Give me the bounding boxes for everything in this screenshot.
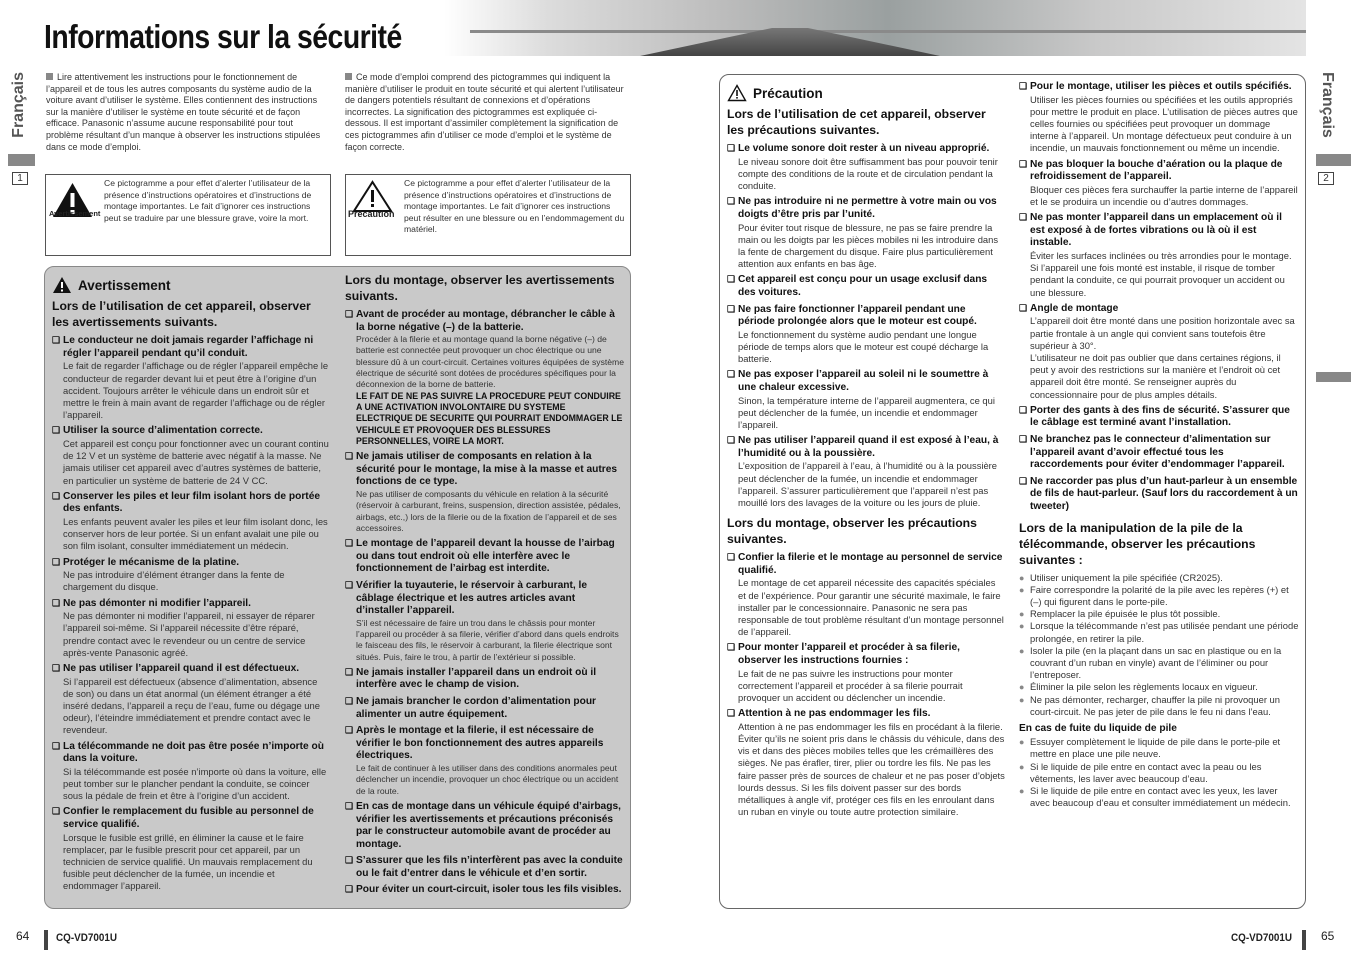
item-heading: ❑ Ne pas utiliser l’appareil quand il est défectueux.	[52, 662, 330, 676]
tab-bar-left	[8, 154, 35, 166]
list-item	[1019, 80, 1299, 155]
list-item	[727, 303, 1005, 366]
caution-pictogram-box	[345, 174, 631, 256]
item-body: Éviter les surfaces inclinées ou très arrondies pour le montage. Si l’appareil une fois monté est instable, il risque de tomber pendant la conduite, ce qui pourrait provoquer un accident ou une blessure.	[1030, 249, 1292, 298]
item-heading: ❑ Attention à ne pas endommager les fils.	[727, 707, 1005, 721]
list-item	[345, 579, 624, 663]
list-item	[1019, 158, 1299, 209]
item-heading: ❑ Cet appareil est conçu pour un usage exclusif dans des voitures.	[727, 273, 1005, 299]
list-item	[727, 195, 1005, 270]
intro-right-text: Ce mode d’emploi comprend des pictogrammes qui indiquent la manière d’utiliser le produit en toute sécurité et qui alertent l’utilisateur de dangers potentiels résultant de connexions et d’opérations incorrectes. La signification des pictogrammes est expliquée ci-dessous. Il est important d’assimiler complètement la signification de ces pictogrammes afin d’utiliser ce mode d’emploi et le système de façon correcte.	[345, 72, 624, 152]
item-body: Le fonctionnement du système audio pendant une longue période de temps alors que le moteur est coupé décharge la batterie.	[738, 328, 989, 365]
item-heading: ❑ Ne pas démonter ni modifier l’appareil.	[52, 597, 330, 611]
item-heading: ❑ Le montage de l’appareil devant la housse de l’airbag ou dans tout endroit où elle interfère avec le fonctionnement de l’airbag est interdite.	[345, 537, 624, 576]
page-box-right: 2	[1318, 172, 1334, 185]
list-item	[52, 490, 330, 553]
list-item	[727, 551, 1005, 638]
tab-bar-right-lower	[1316, 372, 1351, 382]
list-item	[1019, 404, 1299, 430]
list-item	[727, 434, 1005, 509]
square-bullet-icon	[345, 73, 352, 80]
warning-column-1	[52, 276, 330, 896]
item-body: Procéder à la filerie et au montage quand la borne négative (–) de batterie est connectée peut provoquer un choc électrique ou une blessure dû à un court-circuit. Certaines voitures équipées de système électrique de sécurité sont dotées de procédures spécifiques pour la déconnexion de la borne de batterie.	[356, 334, 624, 390]
list-item	[345, 537, 624, 576]
caution-icon	[727, 84, 747, 104]
page-number-left: 64	[16, 929, 30, 943]
page-box-left: 1	[12, 172, 28, 185]
bullet-item: ● Remplacer la pile épuisée le plus tôt possible.	[1019, 608, 1299, 620]
item-heading: ❑ Porter des gants à des fins de sécurité. S’assurer que le câblage est terminé avant l’installation.	[1019, 404, 1299, 430]
list-item	[345, 666, 624, 692]
language-tab-left	[10, 72, 32, 152]
section-subtitle: Lors de l’utilisation de cet appareil, observer les avertissements suivants.	[52, 299, 311, 330]
page-title: Informations sur la sécurité	[44, 18, 402, 55]
item-heading: ❑ Vérifier la tuyauterie, le réservoir à carburant, le câblage électrique et les autres articles avant d’installer l’appareil.	[345, 579, 624, 618]
leak-subtitle: En cas de fuite du liquide de pile	[1019, 723, 1177, 734]
list-item	[727, 273, 1005, 299]
list-item	[52, 740, 330, 803]
bullet-item: ● Si le liquide de pile entre en contact avec la peau ou les vêtements, les laver avec beaucoup d’eau.	[1019, 761, 1299, 785]
item-body: Le fait de ne pas suivre les instructions pour monter correctement l’appareil et procéder à sa filerie pourrait provoquer un accident ou déclencher un incendie.	[738, 667, 963, 703]
list-item	[727, 142, 1005, 192]
item-body: Lorsque le fusible est grillé, en éliminer la cause et le faire remplacer, par le fusible prescrit pour cet appareil, par un technicien de service qualifié. Un mauvais remplacement du fusible peut déclencher de la fumée, un incendie et endommager l’appareil.	[63, 831, 313, 892]
item-body: L’exposition de l’appareil à l’eau, à l’humidité ou à la poussière peut déclencher de la fumée, un incendie et endommager l’appareil. S’assurer particulièrement que l’appareil n’est pas mouillé lors des lavages de la voiture ou les jours de pluie.	[738, 460, 998, 508]
caution-column-2	[1019, 80, 1299, 809]
warning-pictogram-box	[45, 174, 331, 256]
item-body: Le niveau sonore doit être suffisamment bas pour pouvoir tenir compte des conditions de la route et de circulation pendant la conduite.	[738, 155, 998, 192]
bullet-item: ● Éliminer la pile selon les règlements locaux en vigueur.	[1019, 681, 1299, 693]
item-heading: ❑ Avant de procéder au montage, débrancher le câble à la borne négative (–) de la batterie.	[345, 308, 624, 334]
list-item	[345, 695, 624, 721]
item-heading: ❑ Après le montage et la filerie, il est nécessaire de vérifier le bon fonctionnement des autres appareils électriques.	[345, 724, 624, 763]
list-item	[345, 883, 624, 897]
language-label-right: Français	[1319, 72, 1336, 138]
item-body: S’il est nécessaire de faire un trou dans le châssis pour monter l’appareil ou procéder à sa filerie, vérifier d’abord dans quels endroits le faisceau des fils, le réservoir à carburant, la filerie électrique sont situés. Puis, faire le trou, à partir de l’extérieur si possible.	[356, 617, 619, 662]
item-heading: ❑ Ne pas monter l’appareil dans un emplacement où il est exposé à de fortes vibrations ou là où il est instable.	[1019, 211, 1299, 250]
item-body: Ne pas introduire d’élément étranger dans la fente de chargement du disque.	[63, 569, 285, 593]
item-heading: ❑ Protéger le mécanisme de la platine.	[52, 556, 330, 570]
bullet-item: ● Isoler la pile (en la plaçant dans un sac en plastique ou en la couvrant d’un ruban en vinyle) avant de l’éliminer ou pour l’entreposer.	[1019, 645, 1299, 682]
list-item	[52, 334, 330, 421]
list-item	[345, 450, 624, 534]
section-title: Avertissement	[78, 278, 171, 293]
horizon-decoration	[470, 30, 1306, 33]
list-item	[52, 662, 330, 737]
item-heading: ❑ Ne branchez pas le connecteur d’alimentation sur l’appareil avant d’avoir effectué tous les raccordements pour éviter d’endommager l’appareil.	[1019, 433, 1299, 472]
item-heading: ❑ Ne jamais installer l’appareil dans un endroit où il interfère avec le champ de vision.	[345, 666, 624, 692]
item-heading: ❑ Le conducteur ne doit jamais regarder l’affichage ni régler l’appareil pendant qu’il conduit.	[52, 334, 330, 360]
list-item	[727, 368, 1005, 431]
list-item	[345, 854, 624, 880]
warning-pictogram-text: Ce pictogramme a pour effet d’alerter l’utilisateur de la présence d’instructions opératoires et d’instructions de montage importantes. Le fait d’ignorer ces instructions peut se traduire par une blessure grave, voire la mort.	[104, 178, 312, 223]
square-bullet-icon	[46, 73, 53, 80]
item-body: Pour éviter tout risque de blessure, ne pas se faire prendre la main ou les doigts par les pièces mobiles ni les introduire dans la fente de chargement du disque. Faire plus particulièrement attention aux enfants en bas âge.	[738, 221, 999, 270]
section-heading	[52, 276, 330, 296]
item-heading: ❑ Pour éviter un court-circuit, isoler tous les fils visibles.	[345, 883, 624, 897]
item-heading: ❑ La télécommande ne doit pas être posée n’importe où dans la voiture.	[52, 740, 330, 766]
list-item	[1019, 475, 1299, 514]
warning-caption: Avertissement	[49, 209, 101, 218]
caution-caption: Précaution	[348, 209, 395, 219]
bullet-item: ● Essuyer complètement le liquide de pile dans le porte-pile et mettre en place une pile neuve.	[1019, 736, 1299, 760]
footer-bar-left	[44, 930, 48, 950]
item-heading: ❑ Pour monter l’appareil et procéder à sa filerie, observer les instructions fournies :	[727, 641, 1005, 667]
intro-left-text: Lire attentivement les instructions pour le fonctionnement de l’appareil et de tous les autres composants du système audio de la voiture avant d’utiliser le système. Elles contiennent des instructions sur la manière d’utiliser le système en toute sécurité et de façon efficace. Panasonic n’assume aucune responsabilité pour tout problème résultant d’un manque à observer les instructions stipulées dans ce mode d’emploi.	[46, 72, 321, 152]
bullet-item: ● Ne pas démonter, recharger, chauffer la pile ni provoquer un court-circuit. Ne pas jeter de pile dans le feu ni dans l’eau.	[1019, 694, 1299, 718]
list-item	[727, 641, 1005, 704]
item-body: Les enfants peuvent avaler les piles et leur film isolant donc, les conserver hors de leur portée. Si un enfant avalait une pile ou son film isolant, consulter immédiatement un médecin.	[63, 516, 328, 552]
item-heading: ❑ Utiliser la source d’alimentation correcte.	[52, 424, 330, 438]
footer-bar-right	[1302, 930, 1306, 950]
item-heading: ❑ Le volume sonore doit rester à un niveau approprié.	[727, 142, 1005, 156]
model-number-right: CQ-VD7001U	[1231, 932, 1293, 944]
list-item	[345, 800, 624, 851]
bullet-item: ● Faire correspondre la polarité de la pile avec les repères (+) et (–) qui figurent dans le porte-pile.	[1019, 584, 1299, 608]
item-body: Si la télécommande est posée n’importe où dans la voiture, elle peut tomber sur le plancher pendant la conduite, se coincer sous la pédale de frein et être à l’origine d’un accident.	[63, 765, 327, 802]
page-number-right: 65	[1321, 929, 1335, 943]
list-item	[1019, 302, 1299, 401]
item-body: Sinon, la température interne de l’appareil augmentera, ce qui peut déclencher de la fumée, un incendie et endommager l’appareil.	[738, 394, 995, 430]
item-body: L’appareil doit être monté dans une position horizontale avec sa partie frontale à un angle qui convient sans toutefois être supérieur à 30°. L’utilisateur ne doit pas oublier que dans certaines régions, il peut y avoir des restrictions sur la manière et l’endroit où cet appareil doit être monté. Se renseigner auprès du concessionnaire pour de plus amples détails.	[1030, 315, 1295, 400]
bullet-item: ● Si le liquide de pile entre en contact avec les yeux, les laver avec beaucoup d’eau et consulter immédiatement un médecin.	[1019, 785, 1299, 809]
item-heading: ❑ Pour le montage, utiliser les pièces et outils spécifiés.	[1019, 80, 1299, 94]
section-title: Précaution	[753, 86, 823, 101]
item-heading: ❑ Confier le remplacement du fusible au personnel de service qualifié.	[52, 805, 330, 831]
bullet-item: ● Lorsque la télécommande n’est pas utilisée pendant une période prolongée, en retirer la pile.	[1019, 620, 1299, 644]
item-body: Attention à ne pas endommager les fils en procédant à la filerie. Éviter qu’ils ne soient pris dans le châssis du véhicule, dans des vis et dans des pièces mobiles telles que les crémaillères des sièges. Ne pas érafler, tirer, plier ou tordre les fils. Ne pas les faire passer près de sources de chaleur et ne pas poser d’objets lourds dessus. Si les fils doivent passer sur des bords métalliques à angle vif, protéger ces fils en les enroulant dans un ruban en vinyle ou toute autre protection similaire.	[738, 720, 1005, 818]
item-heading: ❑ Angle de montage	[1019, 302, 1299, 316]
item-body: Bloquer ces pièces fera surchauffer la partie interne de l’appareil et le se produira un incendie ou d’autres dommages.	[1030, 183, 1298, 207]
bullet-item: ● Utiliser uniquement la pile spécifiée (CR2025).	[1019, 572, 1299, 584]
item-body: Utiliser les pièces fournies ou spécifiées et les outils appropriés pour mettre le produit en place. L’utilisation de pièces autres que celles fournies ou spécifiées peut provoquer un dommage interne à l’appareil. Un montage défectueux peut conduire à un incendie, un mauvais fonctionnement ou même un incendie.	[1030, 93, 1298, 154]
item-heading: ❑ Ne pas introduire ni ne permettre à votre main ou vos doigts d’être pris par l’unité.	[727, 195, 1005, 221]
list-item	[52, 556, 330, 594]
warning-icon	[52, 276, 72, 296]
item-heading: ❑ Ne jamais brancher le cordon d’alimentation pour alimenter un autre équipement.	[345, 695, 624, 721]
item-heading: ❑ Ne pas bloquer la bouche d’aération ou la plaque de refroidissement de l’appareil.	[1019, 158, 1299, 184]
list-item	[52, 424, 330, 486]
list-item	[727, 707, 1005, 818]
item-heading: ❑ Ne pas utiliser l’appareil quand il est exposé à l’eau, à l’humidité ou à la poussière.	[727, 434, 1005, 460]
mount-subtitle: Lors du montage, observer les précautions suivantes.	[727, 516, 977, 547]
item-heading: ❑ S’assurer que les fils n’interfèrent pas avec la conduite ou le fait d’entrer dans le véhicule et d’en sortir.	[345, 854, 624, 880]
item-heading: ❑ Conserver les piles et leur film isolant hors de portée des enfants.	[52, 490, 330, 516]
item-heading: ❑ Ne pas exposer l’appareil au soleil ni le soumettre à une chaleur excessive.	[727, 368, 1005, 394]
model-number-left: CQ-VD7001U	[56, 932, 118, 944]
item-heading: ❑ Confier la filerie et le montage au personnel de service qualifié.	[727, 551, 1005, 577]
tab-bar-right	[1316, 154, 1351, 166]
item-heading: ❑ En cas de montage dans un véhicule équipé d’airbags, vérifier les avertissements et précautions préconisés par le constructeur automobile avant de procéder au montage.	[345, 800, 624, 851]
item-body: Le montage de cet appareil nécessite des capacités spéciales et de l’expérience. Pour garantir une sécurité maximale, le faire installer par le concessionnaire. Panasonic ne sera pas responsable de tout problème résultant d’un montage personnel de l’appareil.	[738, 577, 1004, 638]
item-body: Le fait de regarder l’affichage ou de régler l’appareil empêche le conducteur de regarder devant lui et peut être à l’origine d’un accident. Toujours arrêter le véhicule dans un endroit sûr et mettre le frein à main avant de regarder l’affichage ou de régler l’appareil.	[63, 360, 329, 421]
intro-left	[46, 72, 330, 153]
list-item	[345, 308, 624, 447]
caution-pictogram-text: Ce pictogramme a pour effet d’alerter l’utilisateur de la présence d’instructions opératoires et d’instructions de montage importantes. Le fait d’ignorer ces instructions peut résulter en une blessure ou en l’endommagement du matériel.	[404, 178, 625, 235]
item-body: Ne pas démonter ni modifier l’appareil, ni essayer de réparer l’appareil soi-même. Si l’appareil nécessite d’être réparé, prendre contact avec le revendeur ou un centre de service après-vente Panasonic agréé.	[63, 610, 315, 658]
item-body: Le fait de continuer à les utiliser dans des conditions anormales peut déclencher un incendie, provoquer un choc électrique ou un accident de la route.	[356, 763, 619, 796]
warning-column-2	[345, 270, 624, 900]
list-item	[345, 724, 624, 797]
list-item	[1019, 211, 1299, 299]
item-body: Cet appareil est conçu pour fonctionner avec un courant continu de 12 V et un système de batterie avec négatif à la masse. Ne jamais utiliser cet appareil avec d’autres systèmes de batterie, en particulier un système de batterie de 24 V CC.	[63, 438, 329, 486]
item-body: Ne pas utiliser de composants du véhicule en relation à la sécurité (réservoir à carburant, freins, suspension, direction assistée, pédales, airbags, etc.,) lors de la filerie ou de la fixation de l’appareil et de ses accessoires.	[356, 488, 621, 533]
item-heading: ❑ Ne jamais utiliser de composants en relation à la sécurité pour le montage, la mise à la masse et autres fonctions de ce type.	[345, 450, 624, 489]
section-heading	[727, 84, 1005, 104]
list-item	[1019, 433, 1299, 472]
list-item	[52, 805, 330, 892]
section-subtitle: Lors de l’utilisation de cet appareil, observer les précautions suivantes.	[727, 107, 986, 138]
language-tab-right	[1318, 72, 1340, 152]
item-emphasis: LE FAIT DE NE PAS SUIVRE LA PROCEDURE PEUT CONDUIRE A UNE ACTIVATION INVOLONTAIRE DU SYSTEME ELECTRIQUE DE SECURITE QUI POURRAIT ENDOMMAGER LE VEHICULE ET PROVOQUER DES BLESSURES PERSONNELLES, VOIRE LA MORT.	[356, 390, 623, 446]
caution-column-1	[727, 84, 1005, 821]
battery-subtitle: Lors de la manipulation de la pile de la télécommande, observer les précautions suivantes :	[1019, 520, 1256, 567]
item-heading: ❑ Ne raccorder pas plus d’un haut-parleur à un ensemble de fils de haut-parleur. (Sauf lors du raccordement à un tweeter)	[1019, 475, 1299, 514]
mount-subtitle: Lors du montage, observer les avertissements suivants.	[345, 273, 615, 303]
item-heading: ❑ Ne pas faire fonctionner l’appareil pendant une période prolongée alors que le moteur est coupé.	[727, 303, 1005, 329]
intro-right	[345, 72, 631, 153]
language-label-left: Français	[10, 72, 27, 138]
item-body: Si l’appareil est défectueux (absence d’alimentation, absence de son) ou dans un état anormal (un élément étranger a été inséré dedans, l’appareil a reçu de l’eau, fume ou dégage une odeur), l’éteindre immédiatement et prendre contact avec le revendeur.	[63, 675, 320, 736]
list-item	[52, 597, 330, 659]
